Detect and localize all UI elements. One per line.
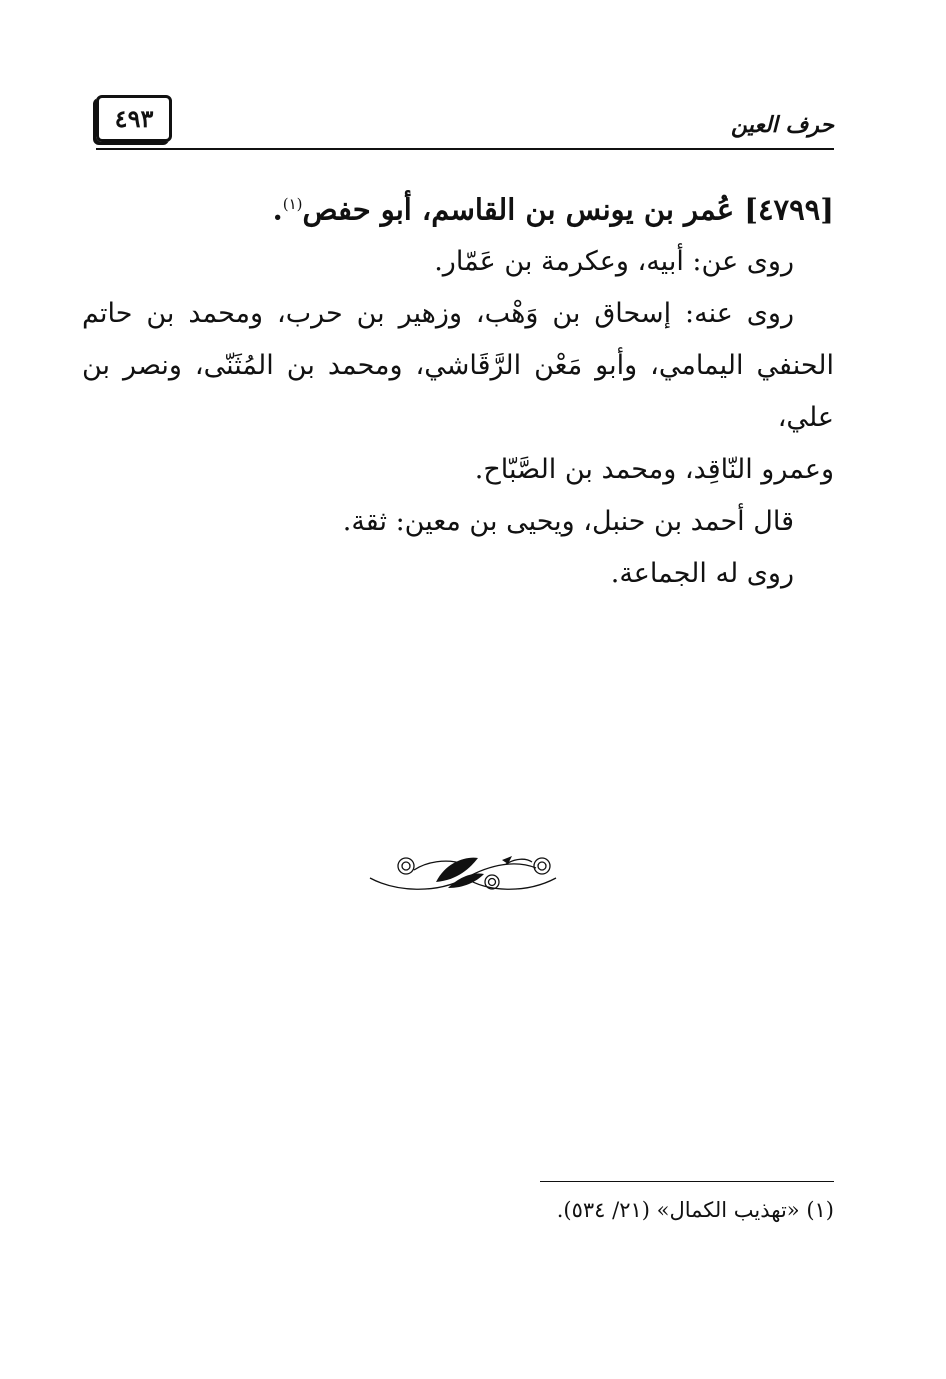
narrated-collection-line: روى له الجماعة. [610,557,794,589]
running-title: حرف العين [730,112,834,138]
header-rule [96,148,834,150]
entry-body [82,178,834,600]
ornament-divider-icon [366,852,560,898]
entry-title [82,178,834,236]
entry-title-end: . [272,192,283,227]
footnote-1: (١) «تهذيب الكمال» (٢١/ ٥٣٤). [556,1198,834,1222]
narrated-by-line-3: وعمرو النّاقِد، ومحمد بن الصَّبّاح. [474,453,834,485]
footnote-rule [540,1181,834,1182]
grading-line: قال أحمد بن حنبل، ويحيى بن معين: ثقة. [342,505,794,537]
narrated-from-line: روى عن: أبيه، وعكرمة بن عَمّار. [434,245,794,277]
footnote-marker: (١) [282,195,303,213]
page-number: ٤٩٣ [114,104,154,133]
narrated-by-line-1: روى عنه: إسحاق بن وَهْب، وزهير بن حرب، ومحمد بن حاتم [82,297,794,329]
entry-title-text: [٤٧٩٩] عُمر بن يونس بن القاسم، أبو حفص [302,192,834,227]
page-number-box [96,95,172,142]
narrated-by-line-2: الحنفي اليمامي، وأبو مَعْن الرَّقَاشي، ومحمد بن المُثَنّى، ونصر بن علي، [82,349,834,433]
